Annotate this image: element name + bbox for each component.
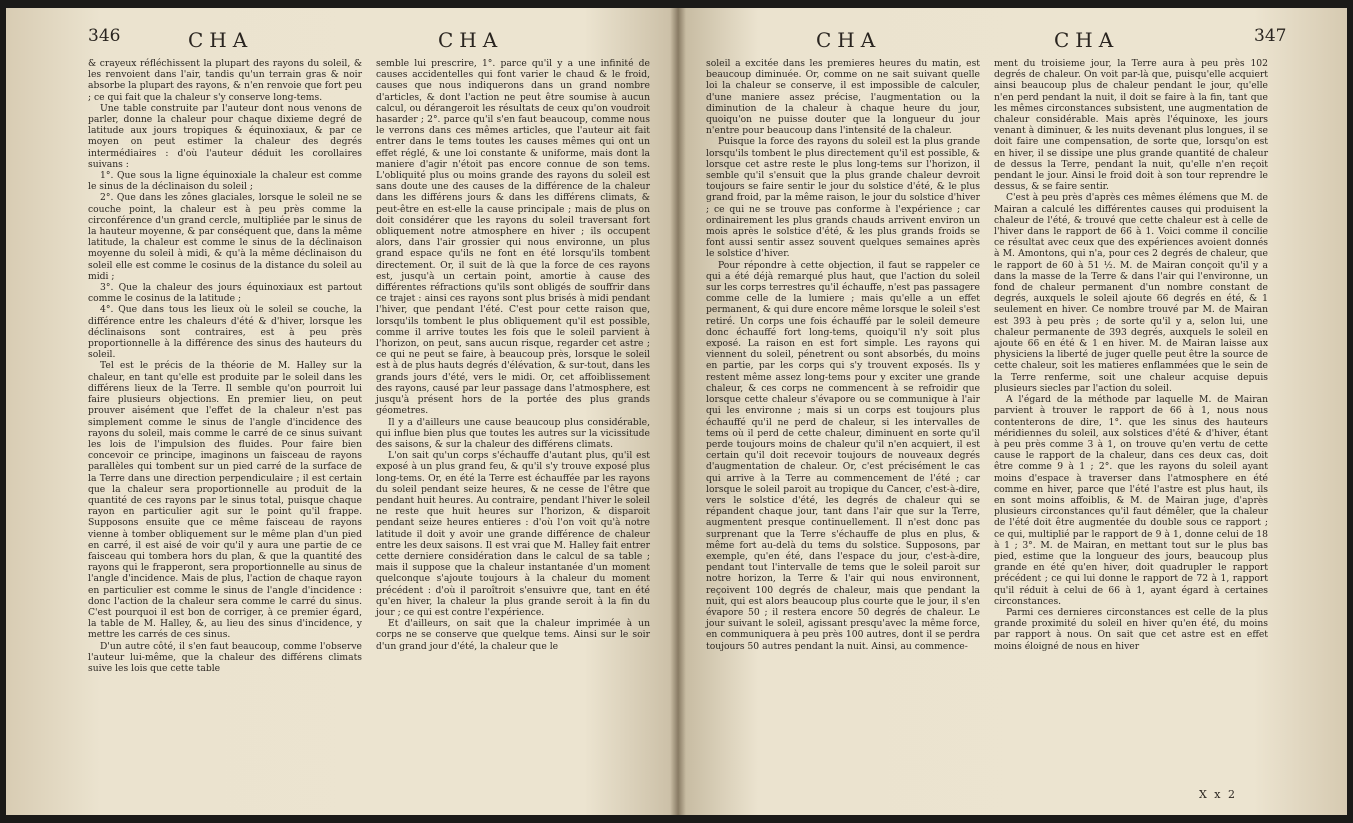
paragraph: & crayeux réfléchissent la plupart des rayons du soleil, & les renvoient dans l'air, tandis qu'un terrain gras & noir absorbe la plupart des rayons, & n'en renvoie que fort peu ; ce qui fait que la chaleur s'y conserve long-tems.: [88, 58, 362, 103]
right-running-head: [706, 26, 1287, 58]
left-page: [6, 8, 678, 815]
left-page-number: 346: [88, 26, 121, 46]
paragraph: soleil a excitée dans les premieres heures du matin, est beaucoup diminuée. Or, comme on ne sait suivant quelle loi la chaleur se conserve, il est impossible de calculer, d'une maniere assez précise, l'augmentation ou la diminution de la chaleur à chaque heure du jour, quoiqu'on ne puisse douter que la longueur du jour n'entre pour beaucoup dans l'intensité de la chaleur.: [706, 58, 980, 137]
paragraph: Tel est le précis de la théorie de M. Halley sur la chaleur, en tant qu'elle est produite par le soleil dans les différens lieux de la Terre. Il semble qu'on pourroit lui faire plusieurs objections. En premier lieu, on peut prouver aisément que l'effet de la chaleur n'est pas simplement comme le sinus de l'angle d'incidence des rayons du soleil, mais comme le carré de ce sinus suivant les lois de l'impulsion des fluides. Pour faire bien concevoir ce principe, imaginons un faisceau de rayons parallèles qui tombent sur un pied carré de la surface de la Terre dans une direction perpendiculaire ; il est certain que la chaleur sera proportionnelle au produit de la quantité de ces rayons par le sinus total, puisque chaque rayon en particulier agit sur le point qu'il frappe. Supposons ensuite que ce même faisceau de rayons vienne à tomber obliquement sur le même plan d'un pied en carré, il est aisé de voir qu'il y aura une partie de ce faisceau qui tombera hors du plan, & que la quantité des rayons qui le frapperont, sera proportionnelle au sinus de l'angle d'incidence. Mais de plus, l'action de chaque rayon en particulier est comme le sinus de l'angle d'incidence : donc l'action de la chaleur sera comme le carré du sinus. C'est pourquoi il est bon de corriger, à ce premier égard, la table de M. Halley, &, au lieu des sinus d'incidence, y mettre les carrés de ces sinus.: [88, 360, 362, 641]
right-head-word-2: CHA: [1054, 28, 1120, 52]
paragraph: C'est à peu près d'après ces mêmes élémens que M. de Mairan a calculé les différentes causes qui produisent la chaleur de l'été, & trouvé que cette chaleur est à celle de l'hiver dans le rapport de 66 à 1. Voici comme il concilie ce résultat avec ceux que des expériences avoient donnés à M. Amontons, qui n'a, pour ces 2 degrés de chaleur, que le rapport de 60 à 51 ½. M. de Mairan conçoit qu'il y a dans la masse de la Terre & dans l'air qui l'environne, un fond de chaleur permanent d'un nombre constant de degrés, auxquels le soleil ajoute 66 degrés en été, & 1 seulement en hiver. Ce nombre trouvé par M. de Mairan est 393 à peu près ; de sorte qu'il y a, selon lui, une chaleur permanente de 393 degrés, auxquels le soleil en ajoute 66 en été & 1 en hiver. M. de Mairan laisse aux physiciens la liberté de juger quelle peut être la source de cette chaleur, soit les matieres enflammées que le sein de la Terre renferme, soit une chaleur acquise depuis plusieurs siecles par l'action du soleil.: [994, 192, 1268, 394]
paragraph: Pour répondre à cette objection, il faut se rappeler ce qui a été déjà remarqué plus haut, que l'action du soleil sur les corps terrestres qu'il échauffe, n'est pas passagere comme celle de la lumiere ; mais qu'elle a un effet permanent, & qui dure encore même lorsque le soleil s'est retiré. Un corps une fois échauffé par le soleil demeure donc échauffé fort long-tems, quoiqu'il n'y soit plus exposé. La raison en est fort simple. Les rayons qui viennent du soleil, pénetrent ou sont absorbés, du moins en partie, par les corps qui s'y trouvent exposés. Ils y restent même assez long-tems pour y exciter une grande chaleur, & ces corps ne commencent à se refroidir que lorsque cette chaleur s'évapore ou se communique à l'air qui les environne ; mais si un corps est toujours plus échauffé qu'il ne perd de chaleur, si les intervalles de tems où il perd de cette chaleur, diminuent en sorte qu'il perde toujours moins de chaleur qu'il n'en acquiert, il est certain qu'il doit recevoir toujours de nouveaux degrés d'augmentation de chaleur. Or, c'est précisément le cas qui arrive à la Terre au commencement de l'été ; car lorsque le soleil paroit au tropique du Cancer, c'est-à-dire, vers le solstice d'été, les degrés de chaleur qui se répandent chaque jour, tant dans l'air que sur la Terre, augmentent presque continuellement. Il n'est donc pas surprenant que la Terre s'échauffe de plus en plus, & même fort au-delà du tems du solstice. Supposons, par exemple, qu'en été, dans l'espace du jour, c'est-à-dire, pendant tout l'intervalle de tems que le soleil paroit sur notre horizon, la Terre & l'air qui nous environnent, reçoivent 100 degrés de chaleur, mais que pendant la nuit, qui est alors beaucoup plus courte que le jour, il s'en évapore 50 ; il restera encore 50 degrés de chaleur. Le jour suivant le soleil, agissant presqu'avec la même force, en communiquera à peu près 100 autres, dont il se perdra toujours 50 autres pendant la nuit. Ainsi, au commence-: [706, 259, 980, 652]
paragraph: D'un autre côté, il s'en faut beaucoup, comme l'observe l'auteur lui-même, que la chaleur des différens climats suive les lois que cette table: [88, 640, 362, 674]
left-head-word-2: CHA: [438, 28, 504, 52]
left-column-1: [88, 58, 362, 674]
right-column-2: [994, 58, 1268, 652]
paragraph: 4°. Que dans tous les lieux où le soleil se couche, la différence entre les chaleurs d'été & d'hiver, lorsque les déclinaisons sont contraires, est à peu près proportionnelle à la différence des sinus des hauteurs du soleil.: [88, 304, 362, 361]
left-column-2: [376, 58, 650, 674]
paragraph: Puisque la force des rayons du soleil est la plus grande lorsqu'ils tombent le plus directement qu'il est possible, & lorsque cet astre reste le plus long-tems sur l'horizon, il semble qu'il s'ensuit que la plus grande chaleur devroit toujours se faire sentir le jour du solstice d'été, & le plus grand froid, par la même raison, le jour du solstice d'hiver ; ce qui ne se trouve pas conforme à l'expérience ; car ordinairement les plus grands chauds arrivent environ un mois après le solstice d'été, & les plus grands froids se font aussi sentir assez souvent quelques semaines après le solstice d'hiver.: [706, 136, 980, 260]
left-columns: [88, 58, 652, 674]
book-gutter: [670, 8, 686, 815]
paragraph: Une table construite par l'auteur dont nous venons de parler, donne la chaleur pour chaque dixieme degré de latitude aux jours tropiques & équinoxiaux, & par ce moyen on peut estimer la chaleur des degrés intermédiaires : d'où l'auteur déduit les corollaires suivans :: [88, 102, 362, 170]
paragraph: 2°. Que dans les zônes glaciales, lorsque le soleil ne se couche point, la chaleur est à peu près comme la circonférence d'un grand cercle, multipliée par le sinus de la hauteur moyenne, & par conséquent que, dans la même latitude, la chaleur est comme le sinus de la déclinaison moyenne du soleil à midi, & qu'à la même déclinaison du soleil elle est comme le cosinus de la distance du soleil au midi ;: [88, 192, 362, 282]
paragraph: Il y a d'ailleurs une cause beaucoup plus considérable, qui influe bien plus que toutes les autres sur la vicissitude des saisons, & sur la chaleur des différens climats.: [376, 416, 650, 450]
right-columns: [706, 58, 1275, 652]
book-spread: [6, 8, 1347, 815]
left-running-head: [88, 26, 652, 58]
paragraph: 3°. Que la chaleur des jours équinoxiaux est partout comme le cosinus de la latitude ;: [88, 282, 362, 305]
signature-mark: X x 2: [1198, 788, 1237, 801]
paragraph: A l'égard de la méthode par laquelle M. de Mairan parvient à trouver le rapport de 66 à 1, nous nous contenterons de dire, 1°. que les sinus des hauteurs méridiennes du soleil, aux solstices d'été & d'hiver, étant à peu près comme 3 à 1, on trouve qu'en vertu de cette cause le rapport de la chaleur, dans ces deux cas, doit être comme 9 à 1 ; 2°. que les rayons du soleil ayant moins d'espace à traverser dans l'atmosphere en été comme en hiver, parce que l'été l'astre est plus haut, ils en sont moins affoiblis, & M. de Mairan juge, d'après plusieurs circonstances qu'il faut démêler, que la chaleur de l'été doit être augmentée du double sous ce rapport ; ce qui, multiplié par le rapport de 9 à 1, donne celui de 18 à 1 ; 3°. M. de Mairan, en mettant tout sur le plus bas pied, estime que la longueur des jours, beaucoup plus grande en été qu'en hiver, doit quadrupler le rapport précédent ; ce qui lui donne le rapport de 72 à 1, rapport qu'il réduit à celui de 66 à 1, ayant égard à certaines circonstances.: [994, 394, 1268, 607]
right-page-number: 347: [1254, 26, 1287, 46]
paragraph: 1°. Que sous la ligne équinoxiale la chaleur est comme le sinus de la déclinaison du soleil ;: [88, 170, 362, 193]
paragraph: Parmi ces dernieres circonstances est celle de la plus grande proximité du soleil en hiver qu'en été, du moins par rapport à nous. On sait que cet astre est en effet moins éloigné de nous en hiver: [994, 606, 1268, 652]
paragraph: semble lui prescrire, 1°. parce qu'il y a une infinité de causes accidentelles qui font varier le chaud & le froid, causes que nous indiquerons dans un grand nombre d'articles, & dont l'action ne peut être soumise à aucun calcul, ou dérangeroit les résultats de ceux qu'on voudroit hasarder ; 2°. parce qu'il s'en faut beaucoup, comme nous le verrons dans ces mêmes articles, que l'auteur ait fait entrer dans le tems toutes les causes mêmes qui ont un effet réglé, & une loi constante & uniforme, mais dont la maniere d'agir n'étoit pas encore connue de son tems. L'obliquité plus ou moins grande des rayons du soleil est sans doute une des causes de la différence de la chaleur dans les différens jours & dans les différens climats, & peut-être en est-elle la cause principale ; mais de plus on doit considérer que les rayons du soleil traversant fort obliquement notre atmosphere en hiver ; ils occupent alors, dans l'air grossier qui nous environne, un plus grand espace qu'ils ne font en été lorsqu'ils tombent directement. Or, il suit de là que la force de ces rayons est, jusqu'à un certain point, amortie à cause des différentes réfractions qu'ils sont obligés de souffrir dans ce trajet : ainsi ces rayons sont plus brisés à midi pendant l'hiver, que pendant l'été. C'est pour cette raison que, lorsqu'ils tombent le plus obliquement qu'il est possible, comme il arrive toutes les fois que le soleil parvient à l'horizon, on peut, sans aucun risque, regarder cet astre ; ce qui ne peut se faire, à beaucoup près, lorsque le soleil est à de plus hauts degrés d'élévation, & sur-tout, dans les grands jours d'été, vers le midi. Or, cet affoiblissement des rayons, causé par leur passage dans l'atmosphere, est jusqu'à présent hors de la portée des plus grands géometres.: [376, 58, 650, 417]
left-head-word-1: CHA: [188, 28, 254, 52]
right-page: [678, 8, 1347, 815]
paragraph: L'on sait qu'un corps s'échauffe d'autant plus, qu'il est exposé à un plus grand feu, & qu'il s'y trouve exposé plus long-tems. Or, en été la Terre est échauffée par les rayons du soleil pendant seize heures, & ne cesse de l'être que pendant huit heures. Au contraire, pendant l'hiver le soleil ne reste que huit heures sur l'horizon, & disparoit pendant seize heures entieres : d'où l'on voit qu'à notre latitude il doit y avoir une grande différence de chaleur entre les deux saisons. Il est vrai que M. Halley fait entrer cette derniere considération dans le calcul de sa table ; mais il suppose que la chaleur instantanée d'un moment quelconque s'ajoute toujours à la chaleur du moment précédent : d'où il paroîtroit s'ensuivre que, tant en été qu'en hiver, la chaleur la plus grande seroit à la fin du jour ; ce qui est contre l'expérience.: [376, 450, 650, 618]
right-head-word-1: CHA: [816, 28, 882, 52]
paragraph: ment du troisieme jour, la Terre aura à peu près 102 degrés de chaleur. On voit par-là que, puisqu'elle acquiert ainsi beaucoup plus de chaleur pendant le jour, qu'elle n'en perd pendant la nuit, il doit se faire à la fin, tant que les mêmes circonstances subsistent, une augmentation de chaleur considérable. Mais après l'équinoxe, les jours venant à diminuer, & les nuits devenant plus longues, il se doit faire une compensation, de sorte que, lorsqu'on est en hiver, il se dissipe une plus grande quantité de chaleur de dessus la Terre, pendant la nuit, qu'elle n'en reçoit pendant le jour. Ainsi le froid doit à son tour reprendre le dessus, & se faire sentir.: [994, 58, 1268, 193]
paragraph: Et d'ailleurs, on sait que la chaleur imprimée à un corps ne se conserve que quelque tems. Ainsi sur le soir d'un grand jour d'été, la chaleur que le: [376, 618, 650, 652]
right-column-1: [706, 58, 980, 652]
